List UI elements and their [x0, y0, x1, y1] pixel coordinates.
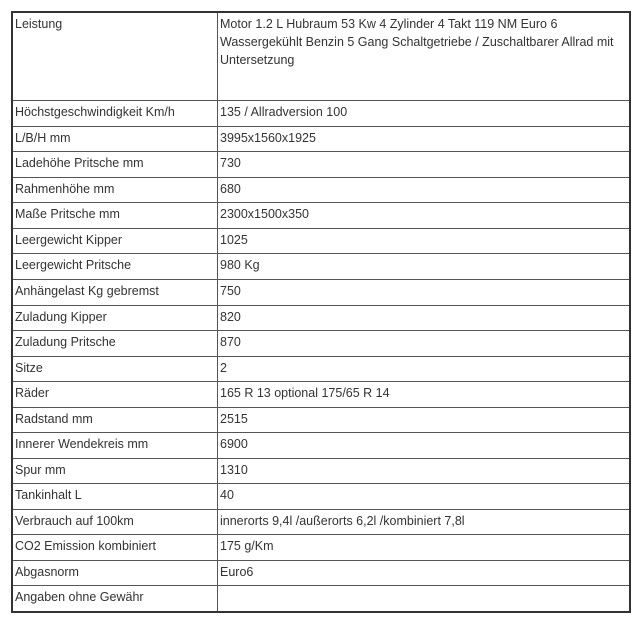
table-row — [13, 535, 629, 561]
table-row — [13, 560, 629, 586]
spec-value-cell: 980 Kg — [218, 254, 630, 280]
spec-value-cell: 6900 — [218, 433, 630, 459]
spec-label-cell: Maße Pritsche mm — [13, 203, 218, 229]
spec-value-cell: 165 R 13 optional 175/65 R 14 — [218, 382, 630, 408]
spec-value-cell: 1310 — [218, 458, 630, 484]
table-row — [13, 126, 629, 152]
spec-value-cell: 750 — [218, 280, 630, 306]
spec-value-cell: 680 — [218, 177, 630, 203]
spec-label-cell: Anhängelast Kg gebremst — [13, 280, 218, 306]
spec-label-cell: Höchstgeschwindigkeit Km/h — [13, 101, 218, 127]
spec-value-cell — [218, 586, 630, 611]
table-row — [13, 331, 629, 357]
spec-label-cell: Radstand mm — [13, 407, 218, 433]
spec-value-cell: innerorts 9,4l /außerorts 6,2l /kombiniert 7,8l — [218, 509, 630, 535]
table-row — [13, 356, 629, 382]
table-row — [13, 382, 629, 408]
spec-label-cell: Leergewicht Kipper — [13, 228, 218, 254]
table-row — [13, 484, 629, 510]
table-row — [13, 177, 629, 203]
table-row — [13, 509, 629, 535]
spec-label-cell: Ladehöhe Pritsche mm — [13, 152, 218, 178]
spec-table-body — [13, 13, 629, 611]
spec-value-cell: 3995x1560x1925 — [218, 126, 630, 152]
spec-label-cell: L/B/H mm — [13, 126, 218, 152]
spec-value-cell: 730 — [218, 152, 630, 178]
spec-value-cell: 40 — [218, 484, 630, 510]
table-row — [13, 305, 629, 331]
table-row — [13, 458, 629, 484]
spec-value-cell: 1025 — [218, 228, 630, 254]
table-row — [13, 203, 629, 229]
spec-label-cell: Angaben ohne Gewähr — [13, 586, 218, 611]
spec-label-cell: CO2 Emission kombiniert — [13, 535, 218, 561]
spec-label-cell: Rahmenhöhe mm — [13, 177, 218, 203]
spec-value-cell: Euro6 — [218, 560, 630, 586]
table-row — [13, 152, 629, 178]
spec-label-cell: Räder — [13, 382, 218, 408]
table-row — [13, 101, 629, 127]
spec-label-cell: Zuladung Pritsche — [13, 331, 218, 357]
spec-label-cell: Leergewicht Pritsche — [13, 254, 218, 280]
spec-value-cell: 820 — [218, 305, 630, 331]
table-row — [13, 13, 629, 101]
spec-value-cell: 870 — [218, 331, 630, 357]
table-row — [13, 228, 629, 254]
spec-label-cell: Tankinhalt L — [13, 484, 218, 510]
spec-value-cell: Motor 1.2 L Hubraum 53 Kw 4 Zylinder 4 Takt 119 NM Euro 6 Wassergekühlt Benzin 5 Gang Schaltgetriebe / Zuschaltbarer Allrad mit Untersetzung — [218, 13, 630, 101]
table-row — [13, 280, 629, 306]
spec-label-cell: Sitze — [13, 356, 218, 382]
spec-label-cell: Verbrauch auf 100km — [13, 509, 218, 535]
spec-label-cell: Spur mm — [13, 458, 218, 484]
spec-label-cell: Leistung — [13, 13, 218, 101]
spec-label-cell: Zuladung Kipper — [13, 305, 218, 331]
spec-value-cell: 2515 — [218, 407, 630, 433]
table-row — [13, 433, 629, 459]
table-row — [13, 254, 629, 280]
table-row — [13, 407, 629, 433]
spec-value-cell: 135 / Allradversion 100 — [218, 101, 630, 127]
spec-table — [13, 13, 629, 611]
spec-label-cell: Abgasnorm — [13, 560, 218, 586]
spec-value-cell: 175 g/Km — [218, 535, 630, 561]
spec-value-cell: 2 — [218, 356, 630, 382]
spec-label-cell: Innerer Wendekreis mm — [13, 433, 218, 459]
table-row — [13, 586, 629, 611]
spec-table-container — [11, 11, 631, 613]
spec-value-cell: 2300x1500x350 — [218, 203, 630, 229]
